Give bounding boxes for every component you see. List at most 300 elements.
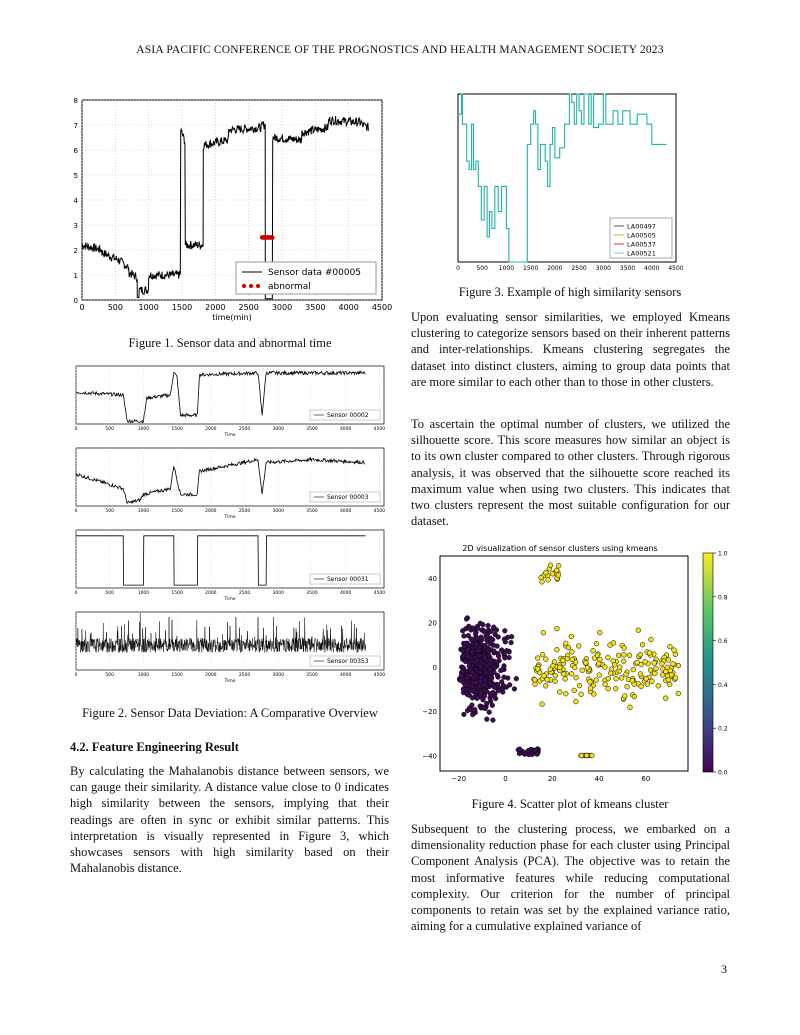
figure4-point bbox=[483, 643, 488, 648]
figure4-point bbox=[517, 747, 522, 752]
figure2-xtick-label: 4000 bbox=[339, 427, 352, 432]
figure4-point bbox=[668, 644, 673, 649]
figure4-point bbox=[463, 641, 468, 646]
figure2-xtick-label: 1500 bbox=[171, 509, 183, 514]
figure4-ytick-label: 0 bbox=[432, 663, 437, 672]
figure4-point bbox=[465, 708, 470, 713]
figure4-point bbox=[546, 577, 551, 582]
figure4-point bbox=[462, 634, 467, 639]
figure4-point bbox=[474, 680, 479, 685]
figure2-xtick-label: 500 bbox=[105, 673, 115, 678]
figure4-point bbox=[550, 571, 555, 576]
figure4-point bbox=[464, 617, 469, 622]
figure4-colorbar-label: 0.8 bbox=[718, 594, 728, 602]
figure2-xtick-label: 0 bbox=[74, 427, 78, 432]
figure4-point bbox=[631, 667, 636, 672]
figure1-xtick-label: 4500 bbox=[371, 303, 393, 312]
figure1-chart bbox=[70, 92, 393, 324]
figure4-point bbox=[557, 690, 562, 695]
figure4-point bbox=[584, 753, 589, 758]
figure4-point bbox=[493, 696, 498, 701]
figure2-xtick-label: 4500 bbox=[373, 427, 386, 432]
figure4-point bbox=[460, 669, 465, 674]
figure2-xtick-label: 2500 bbox=[238, 591, 251, 596]
figure4-point bbox=[654, 666, 659, 671]
figure4-point bbox=[611, 641, 616, 646]
figure4-point bbox=[548, 667, 553, 672]
figure4-point bbox=[464, 675, 469, 680]
figure2-xtick-label: 2000 bbox=[205, 591, 217, 596]
figure4-point bbox=[579, 753, 584, 758]
figure4-point bbox=[594, 641, 599, 646]
figure4-point bbox=[502, 675, 507, 680]
figure4-point bbox=[466, 633, 471, 638]
figure4-point bbox=[548, 563, 553, 568]
figure4-xtick-label: 0 bbox=[503, 775, 508, 783]
figure3-legend-label: LA00497 bbox=[627, 222, 656, 231]
figure1-ytick-label: 4 bbox=[73, 197, 78, 205]
figure1-ytick-label: 6 bbox=[73, 147, 78, 155]
figure4-point bbox=[485, 632, 490, 637]
figure4-point bbox=[666, 658, 671, 663]
figure4-point bbox=[478, 679, 483, 684]
figure4-point bbox=[477, 653, 482, 658]
figure4-point bbox=[603, 665, 608, 670]
figure4-point bbox=[470, 712, 475, 717]
figure4-point bbox=[491, 718, 496, 723]
figure4-point bbox=[608, 671, 613, 676]
figure4-point bbox=[487, 710, 492, 715]
figure4-point bbox=[496, 635, 501, 640]
figure2-xtick-label: 1000 bbox=[137, 509, 150, 514]
figure4-point bbox=[596, 661, 601, 666]
figure2-xtick-label: 1000 bbox=[137, 673, 150, 678]
figure1-xtick-label: 2500 bbox=[238, 303, 259, 312]
figure4-point bbox=[663, 669, 668, 674]
figure4-point bbox=[640, 642, 645, 647]
figure4-point bbox=[622, 646, 627, 651]
figure4-point bbox=[595, 653, 600, 658]
figure2-xlabel: Time bbox=[224, 433, 236, 438]
figure4-point bbox=[490, 703, 495, 708]
figure4-point bbox=[488, 658, 493, 663]
figure4-point bbox=[554, 568, 559, 573]
figure4-point bbox=[541, 630, 546, 635]
figure4-point bbox=[625, 684, 630, 689]
figure4-point bbox=[622, 694, 627, 699]
figure4-point bbox=[488, 692, 493, 697]
figure4-colorbar-label: 1.0 bbox=[718, 550, 728, 558]
left-paragraph-1: By calculating the Mahalanobis distance between sensors, we can gauge their similarity. A distance value close to 0 indicates high similarity between the sensors, implying that their readings are often in sync or exhibit similar patterns. This interpretation is visually represented in Figure 3, which showcases sensors with high similarity based on their Mahalanobis distance. bbox=[70, 764, 389, 876]
figure4-point bbox=[495, 644, 500, 649]
figure4-point bbox=[502, 637, 507, 642]
figure4-point bbox=[557, 665, 562, 670]
figure4-point bbox=[492, 649, 497, 654]
figure4-point bbox=[667, 682, 672, 687]
figure2-xtick-label: 4000 bbox=[339, 509, 352, 514]
figure4-point bbox=[507, 655, 512, 660]
figure4-point bbox=[543, 657, 548, 662]
figure4-point bbox=[666, 677, 671, 682]
figure4-point bbox=[484, 717, 489, 722]
figure4-point bbox=[556, 563, 561, 568]
figure4-point bbox=[563, 691, 568, 696]
right-paragraph-1: Upon evaluating sensor similarities, we employed Kmeans clustering to categorize sensors based on their inherent patterns and inter-relationships. Kmeans clustering segregates the dataset into distinct clusters, aiming to group data points that are more similar to each other than to those in other clusters. bbox=[411, 310, 730, 389]
figure4-point bbox=[532, 677, 537, 682]
figure2-xtick-label: 1500 bbox=[171, 673, 183, 678]
figure1-abnormal-points bbox=[260, 235, 275, 239]
figure4-point bbox=[535, 667, 540, 672]
figure4-point bbox=[556, 573, 561, 578]
figure4-xticks bbox=[451, 775, 650, 783]
figure4-point bbox=[478, 621, 483, 626]
figure3-xtick-label: 4000 bbox=[644, 265, 660, 272]
figure4-point bbox=[632, 694, 637, 699]
figure4-point bbox=[614, 676, 619, 681]
figure3-xtick-label: 3500 bbox=[619, 265, 636, 272]
figure4-point bbox=[660, 661, 665, 666]
figure4-point bbox=[533, 682, 538, 687]
figure1-ytick-label: 0 bbox=[73, 297, 78, 305]
figure3-xtick-label: 2500 bbox=[571, 265, 587, 272]
figure2-xtick-label: 2500 bbox=[238, 427, 251, 432]
figure4-point bbox=[617, 665, 622, 670]
figure4-point bbox=[645, 682, 650, 687]
figure4-point bbox=[635, 660, 640, 665]
figure2-xtick-label: 2000 bbox=[205, 427, 217, 432]
figure4-point bbox=[636, 628, 641, 633]
figure4-point bbox=[653, 671, 658, 676]
figure2-chart bbox=[70, 362, 390, 692]
figure1-ytick-label: 7 bbox=[73, 122, 78, 130]
figure4-point bbox=[576, 644, 581, 649]
figure3-xtick-label: 3000 bbox=[595, 265, 611, 272]
figure3-xtick-label: 2000 bbox=[547, 265, 563, 272]
figure4-point bbox=[475, 658, 480, 663]
figure2-xtick-label: 500 bbox=[105, 591, 115, 596]
figure3-xticks bbox=[456, 265, 684, 272]
figure4-point bbox=[649, 637, 654, 642]
figure4-point bbox=[489, 629, 494, 634]
figure4-point bbox=[462, 712, 467, 717]
figure2-xtick-label: 4500 bbox=[373, 673, 386, 678]
figure1-xticks bbox=[79, 303, 392, 312]
figure4-xtick-label: 60 bbox=[641, 775, 651, 783]
figure3-chart bbox=[450, 88, 690, 278]
figure2-xtick-label: 4500 bbox=[373, 509, 386, 514]
figure4-point bbox=[553, 679, 558, 684]
figure4-point bbox=[570, 657, 575, 662]
figure1-abnormal-point bbox=[270, 235, 274, 239]
figure4-point bbox=[671, 661, 676, 666]
figure4-point bbox=[488, 667, 493, 672]
figure2-legend-label: Sensor 00003 bbox=[327, 494, 369, 501]
figure4-point bbox=[588, 686, 593, 691]
figure4-point bbox=[545, 677, 550, 682]
figure4-point bbox=[543, 683, 548, 688]
figure4-colorbar-label: 0.2 bbox=[718, 725, 728, 733]
figure3-xtick-label: 0 bbox=[456, 265, 460, 272]
figure4-point bbox=[467, 664, 472, 669]
figure4-point bbox=[479, 635, 484, 640]
figure4-point bbox=[467, 693, 472, 698]
figure4-point bbox=[464, 683, 469, 688]
figure4-point bbox=[579, 692, 584, 697]
figure2-legend-label: Sensor 00353 bbox=[327, 658, 369, 665]
figure2-xtick-label: 1500 bbox=[171, 427, 183, 432]
figure4-point bbox=[495, 660, 500, 665]
right-paragraph-2: To ascertain the optimal number of clusters, we utilized the silhouette score. This score measures how similar an object is to its own cluster compared to other clusters. Through rigorous analysis, it was observed that the silhouette score reached its maximum value when using two clusters. This indicates that two clusters represent the most suitable configuration for our dataset. bbox=[411, 417, 730, 529]
figure4-point bbox=[624, 672, 629, 677]
figure4-yticks bbox=[422, 575, 437, 760]
figure4-point bbox=[656, 683, 661, 688]
figure4-point bbox=[486, 623, 491, 628]
figure2-xtick-label: 3500 bbox=[306, 591, 318, 596]
figure4-point bbox=[540, 702, 545, 707]
figure2-caption: Figure 2. Sensor Data Deviation: A Comparative Overview bbox=[82, 706, 378, 720]
figure2-xtick-label: 0 bbox=[74, 509, 78, 514]
figure4-point bbox=[606, 686, 611, 691]
figure4-point bbox=[619, 676, 624, 681]
figure4-point bbox=[644, 676, 649, 681]
figure4-point bbox=[606, 676, 611, 681]
figure4-chart bbox=[412, 540, 742, 785]
figure1-xtick-label: 0 bbox=[79, 303, 85, 312]
figure4-point bbox=[540, 652, 545, 657]
figure4-point bbox=[630, 678, 635, 683]
figure4-point bbox=[638, 672, 643, 677]
figure4-caption: Figure 4. Scatter plot of kmeans cluster bbox=[471, 797, 669, 811]
figure2-xtick-label: 3000 bbox=[272, 591, 284, 596]
figure1-ytick-label: 1 bbox=[73, 272, 78, 280]
figure4-point bbox=[483, 656, 488, 661]
figure4-point bbox=[566, 645, 571, 650]
right-paragraph-3: Subsequent to the clustering process, we embarked on a dimensionality reduction phase for each cluster using Principal Component Analysis (PCA). The objective was to retain the most informative features while reducing computational complexity. Our criterion for the number of principal components to retain was set by the explained variance ratio, aiming for a cumulative explained variance of bbox=[411, 822, 730, 934]
figure4-point bbox=[470, 649, 475, 654]
figure2-panel bbox=[75, 448, 386, 520]
figure4-ytick-label: 20 bbox=[428, 619, 437, 628]
figure4-point bbox=[509, 640, 514, 645]
figure4-point bbox=[543, 570, 548, 575]
figure1-yticks bbox=[74, 97, 79, 305]
figure4-point bbox=[470, 670, 475, 675]
figure4-colorbar-ticks bbox=[713, 551, 728, 777]
figure2-xtick-label: 3000 bbox=[272, 427, 284, 432]
figure2-legend-label: Sensor 00002 bbox=[327, 412, 369, 419]
figure1-ytick-label: 2 bbox=[73, 247, 78, 255]
figure1-legend-dot bbox=[242, 284, 246, 288]
figure2-xtick-label: 2500 bbox=[238, 673, 251, 678]
figure4-point bbox=[648, 668, 653, 673]
figure4-ytick-label: −20 bbox=[422, 708, 437, 717]
figure4-point bbox=[512, 687, 517, 692]
figure4-point bbox=[465, 655, 470, 660]
figure4-xtick-label: 20 bbox=[547, 775, 557, 783]
figure4-point bbox=[588, 680, 593, 685]
figure2-xtick-label: 2000 bbox=[205, 509, 217, 514]
figure4-ytick-label: 40 bbox=[428, 575, 437, 584]
running-header: ASIA PACIFIC CONFERENCE OF THE PROGNOSTICS AND HEALTH MANAGEMENT SOCIETY 2023 bbox=[136, 44, 664, 56]
figure4-point bbox=[471, 689, 476, 694]
figure4-point bbox=[470, 703, 475, 708]
figure4-point bbox=[507, 683, 512, 688]
figure4-point bbox=[560, 658, 565, 663]
figure4-point bbox=[499, 648, 504, 653]
figure4-xtick-label: 40 bbox=[594, 775, 604, 783]
figure2-xtick-label: 500 bbox=[105, 509, 115, 514]
figure2-xtick-label: 2000 bbox=[205, 673, 217, 678]
figure4-point bbox=[591, 648, 596, 653]
figure4-point bbox=[509, 634, 514, 639]
figure2-xtick-label: 4000 bbox=[339, 673, 352, 678]
figure2-xtick-label: 1000 bbox=[137, 427, 150, 432]
figure3-xtick-label: 1000 bbox=[498, 265, 515, 272]
figure1-ytick-label: 5 bbox=[73, 172, 78, 180]
figure2-panel bbox=[75, 612, 386, 684]
figure3-legend-label: LA00521 bbox=[627, 249, 656, 258]
figure4-point bbox=[577, 683, 582, 688]
figure1-xtick-label: 500 bbox=[107, 303, 123, 312]
figure4-point bbox=[514, 676, 519, 681]
figure4-point bbox=[672, 648, 677, 653]
figure2-xtick-label: 4000 bbox=[339, 591, 352, 596]
figure4-point bbox=[594, 678, 599, 683]
figure4-point bbox=[499, 680, 504, 685]
figure4-point bbox=[563, 641, 568, 646]
figure4-point bbox=[473, 707, 478, 712]
figure4-point bbox=[621, 652, 626, 657]
figure4-point bbox=[502, 628, 507, 633]
figure4-point bbox=[574, 675, 579, 680]
figure4-point bbox=[458, 678, 463, 683]
figure4-point bbox=[628, 705, 633, 710]
figure4-point bbox=[475, 695, 480, 700]
figure4-point bbox=[481, 705, 486, 710]
figure4-point bbox=[479, 675, 484, 680]
figure4-point bbox=[502, 655, 507, 660]
figure4-point bbox=[465, 648, 470, 653]
figure4-point bbox=[488, 674, 493, 679]
figure1-caption: Figure 1. Sensor data and abnormal time bbox=[128, 336, 332, 350]
figure4-point bbox=[612, 662, 617, 667]
figure2-xtick-label: 3000 bbox=[272, 673, 284, 678]
figure4-point bbox=[583, 660, 588, 665]
figure2-xtick-label: 2500 bbox=[238, 509, 251, 514]
figure1-xtick-label: 2000 bbox=[205, 303, 226, 312]
figure4-point bbox=[565, 656, 570, 661]
figure4-point bbox=[569, 634, 574, 639]
figure4-title: 2D visualization of sensor clusters using kmeans bbox=[462, 544, 658, 553]
figure4-point bbox=[676, 691, 681, 696]
figure2-xtick-label: 4500 bbox=[373, 591, 386, 596]
figure4-point bbox=[460, 628, 465, 633]
figure4-point bbox=[638, 652, 643, 657]
figure1-xtick-label: 1000 bbox=[138, 303, 159, 312]
figure4-point bbox=[616, 653, 621, 658]
figure2-xtick-label: 3500 bbox=[306, 427, 318, 432]
figure4-point bbox=[663, 696, 668, 701]
figure4-point bbox=[459, 674, 464, 679]
figure4-point bbox=[673, 676, 678, 681]
figure4-point bbox=[597, 630, 602, 635]
figure1-ytick-label: 3 bbox=[73, 222, 78, 230]
figure3-caption: Figure 3. Example of high similarity sensors bbox=[458, 285, 682, 299]
figure4-point bbox=[569, 671, 574, 676]
figure1-xlabel: time(min) bbox=[212, 313, 252, 322]
figure4-point bbox=[627, 653, 632, 658]
figure4-point bbox=[474, 642, 479, 647]
figure4-point bbox=[535, 752, 540, 757]
figure4-xtick-label: −20 bbox=[451, 775, 467, 783]
figure2-panel bbox=[75, 530, 386, 602]
figure2-panel bbox=[75, 366, 386, 438]
figure4-point bbox=[555, 647, 560, 652]
figure2-xtick-label: 1500 bbox=[171, 591, 183, 596]
figure4-point bbox=[495, 673, 500, 678]
figure1-xtick-label: 4000 bbox=[338, 303, 359, 312]
figure4-colorbar-label: 0.0 bbox=[718, 769, 728, 777]
figure4-point bbox=[535, 656, 540, 661]
figure2-panels bbox=[75, 366, 386, 684]
figure4-point bbox=[585, 665, 590, 670]
figure4-ytick-label: −40 bbox=[422, 752, 437, 761]
figure3-legend-label: LA00505 bbox=[627, 231, 656, 240]
figure4-point bbox=[570, 649, 575, 654]
section-heading: 4.2. Feature Engineering Result bbox=[70, 740, 239, 754]
figure4-point bbox=[580, 668, 585, 673]
figure4-point bbox=[492, 685, 497, 690]
figure4-point bbox=[478, 665, 483, 670]
figure2-xtick-label: 3500 bbox=[306, 673, 318, 678]
page-number: 3 bbox=[721, 962, 727, 976]
figure1-legend-abnormal: abnormal bbox=[268, 282, 311, 292]
figure4-point bbox=[555, 626, 560, 631]
figure4-point bbox=[652, 661, 657, 666]
figure1-xtick-label: 1500 bbox=[171, 303, 193, 312]
figure4-point bbox=[526, 749, 531, 754]
figure3-xtick-label: 4500 bbox=[668, 265, 684, 272]
figure4-point bbox=[473, 631, 478, 636]
figure4-point bbox=[540, 579, 545, 584]
figure2-xtick-label: 0 bbox=[74, 673, 78, 678]
figure1-xtick-label: 3000 bbox=[271, 303, 293, 312]
figure4-colorbar-label: 0.4 bbox=[718, 681, 728, 689]
figure2-legend-label: Sensor 00031 bbox=[327, 576, 369, 583]
figure2-xtick-label: 500 bbox=[105, 427, 115, 432]
figure4-colorbar-label: 0.6 bbox=[718, 638, 728, 646]
figure4-point bbox=[647, 651, 652, 656]
figure4-point bbox=[496, 688, 501, 693]
figure1-xtick-label: 3500 bbox=[305, 303, 326, 312]
figure4-point bbox=[486, 649, 491, 654]
figure2-xtick-label: 3000 bbox=[272, 509, 284, 514]
figure4-point bbox=[477, 648, 482, 653]
figure4-point bbox=[572, 688, 577, 693]
figure2-xtick-label: 0 bbox=[74, 591, 78, 596]
figure4-point bbox=[530, 752, 535, 757]
figure4-point bbox=[481, 697, 486, 702]
figure4-point bbox=[613, 686, 618, 691]
figure4-point bbox=[572, 665, 577, 670]
figure4-point bbox=[478, 670, 483, 675]
figure4-point bbox=[606, 655, 611, 660]
figure4-point bbox=[643, 659, 648, 664]
figure4-point bbox=[563, 677, 568, 682]
figure4-point bbox=[500, 667, 505, 672]
figure2-xlabel: Time bbox=[224, 515, 236, 520]
figure2-xtick-label: 1000 bbox=[137, 591, 150, 596]
figure1-ytick-label: 8 bbox=[73, 97, 78, 105]
